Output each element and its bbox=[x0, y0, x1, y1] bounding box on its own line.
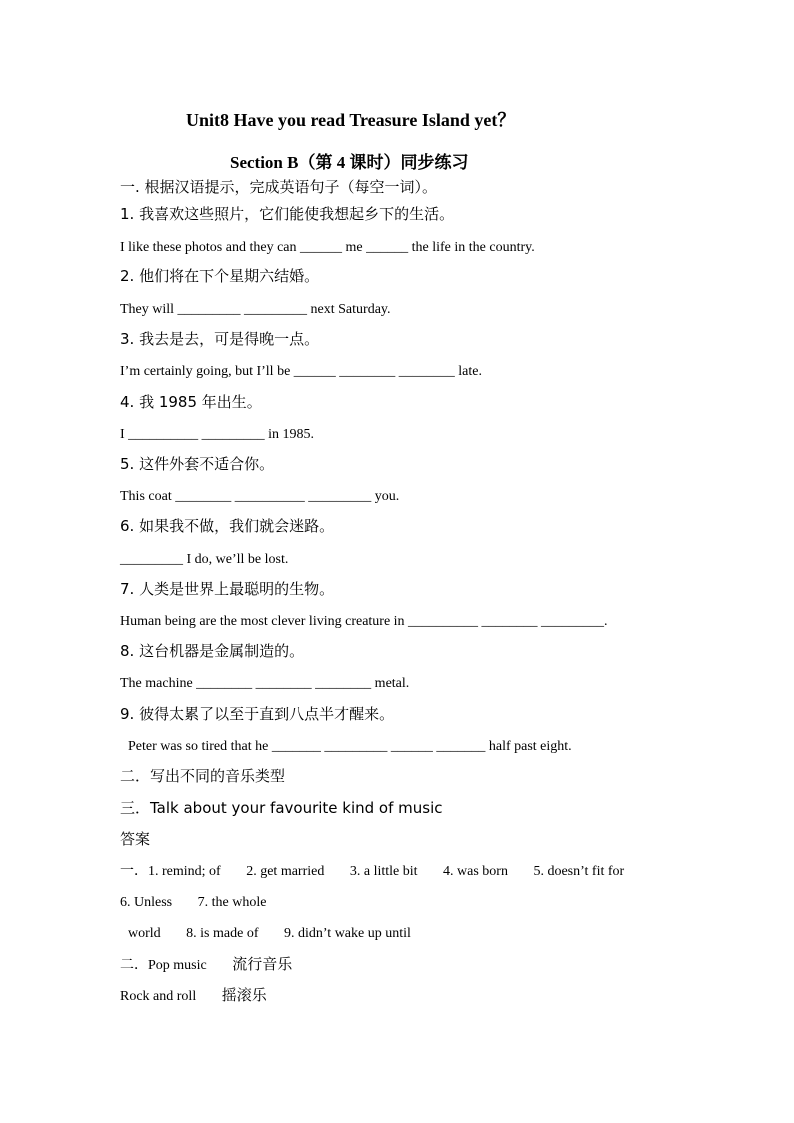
answers-part2-line2 bbox=[120, 988, 267, 1004]
item-9-zh: 9. 彼得太累了以至于直到八点半才醒来。 bbox=[120, 705, 395, 723]
item-9-en: Peter was so tired that he _______ _________ ______ _______ half past eight. bbox=[128, 739, 572, 754]
item-8-zh: 8. 这台机器是金属制造的。 bbox=[120, 642, 305, 660]
document-title: Unit8 Have you read Treasure Island yet？ bbox=[186, 110, 516, 130]
answers-part2-line1 bbox=[120, 957, 292, 973]
answer-8: 8. is made of bbox=[186, 926, 259, 941]
answers-part1-line2 bbox=[120, 896, 266, 910]
part2-heading: 二．写出不同的音乐类型 bbox=[120, 767, 286, 785]
item-4-zh: 4. 我 1985 年出生。 bbox=[120, 393, 262, 411]
item-2-en: They will _________ _________ next Saturday. bbox=[120, 302, 391, 317]
answers-part1-line1 bbox=[120, 865, 624, 879]
part3-heading: 三．Talk about your favourite kind of music bbox=[120, 799, 443, 817]
item-6-en: _________ I do, we’ll be lost. bbox=[120, 552, 289, 567]
item-3-zh: 3. 我去是去，可是得晚一点。 bbox=[120, 330, 320, 348]
answers-label: 答案 bbox=[120, 830, 151, 848]
music-type-en-1: 二．Pop music bbox=[120, 958, 207, 973]
answers-part1-line3 bbox=[128, 927, 411, 941]
item-1-zh: 1. 我喜欢这些照片，它们能使我想起乡下的生活。 bbox=[120, 205, 455, 223]
item-4-en: I __________ _________ in 1985. bbox=[120, 427, 315, 442]
part1-heading: 一. 根据汉语提示，完成英语句子（每空一词）。 bbox=[120, 178, 438, 196]
item-7-en: Human being are the most clever living creature in __________ ________ _________. bbox=[120, 614, 608, 629]
answer-3: 3. a little bit bbox=[349, 864, 418, 879]
item-1-en: I like these photos and they can ______ me ______ the life in the country. bbox=[120, 240, 535, 255]
answer-7: 7. the whole bbox=[197, 895, 267, 910]
music-type-zh-2: 摇滚乐 bbox=[221, 986, 267, 1004]
item-5-zh: 5. 这件外套不适合你。 bbox=[120, 455, 275, 473]
answer-6: 6. Unless bbox=[120, 895, 173, 910]
item-3-en: I’m certainly going, but I’ll be ______ ________ ________ late. bbox=[120, 364, 482, 379]
item-8-en: The machine ________ ________ ________ metal. bbox=[120, 676, 410, 691]
document-subtitle: Section B（第 4 课时）同步练习 bbox=[230, 153, 469, 172]
item-5-en: This coat ________ __________ _________ you. bbox=[120, 489, 400, 504]
answer-5: 5. doesn’t fit for bbox=[533, 864, 625, 879]
item-2-zh: 2. 他们将在下个星期六结婚。 bbox=[120, 267, 320, 285]
music-type-zh-1: 流行音乐 bbox=[232, 955, 293, 973]
answer-7-cont: world bbox=[128, 926, 161, 941]
answer-2: 2. get married bbox=[246, 864, 325, 879]
answer-9: 9. didn’t wake up until bbox=[284, 926, 411, 941]
item-7-zh: 7. 人类是世界上最聪明的生物。 bbox=[120, 580, 335, 598]
answer-4: 4. was born bbox=[443, 864, 508, 879]
music-type-en-2: Rock and roll bbox=[120, 989, 197, 1004]
item-6-zh: 6. 如果我不做，我们就会迷路。 bbox=[120, 517, 335, 535]
answer-1: 一．1. remind; of bbox=[120, 864, 221, 879]
